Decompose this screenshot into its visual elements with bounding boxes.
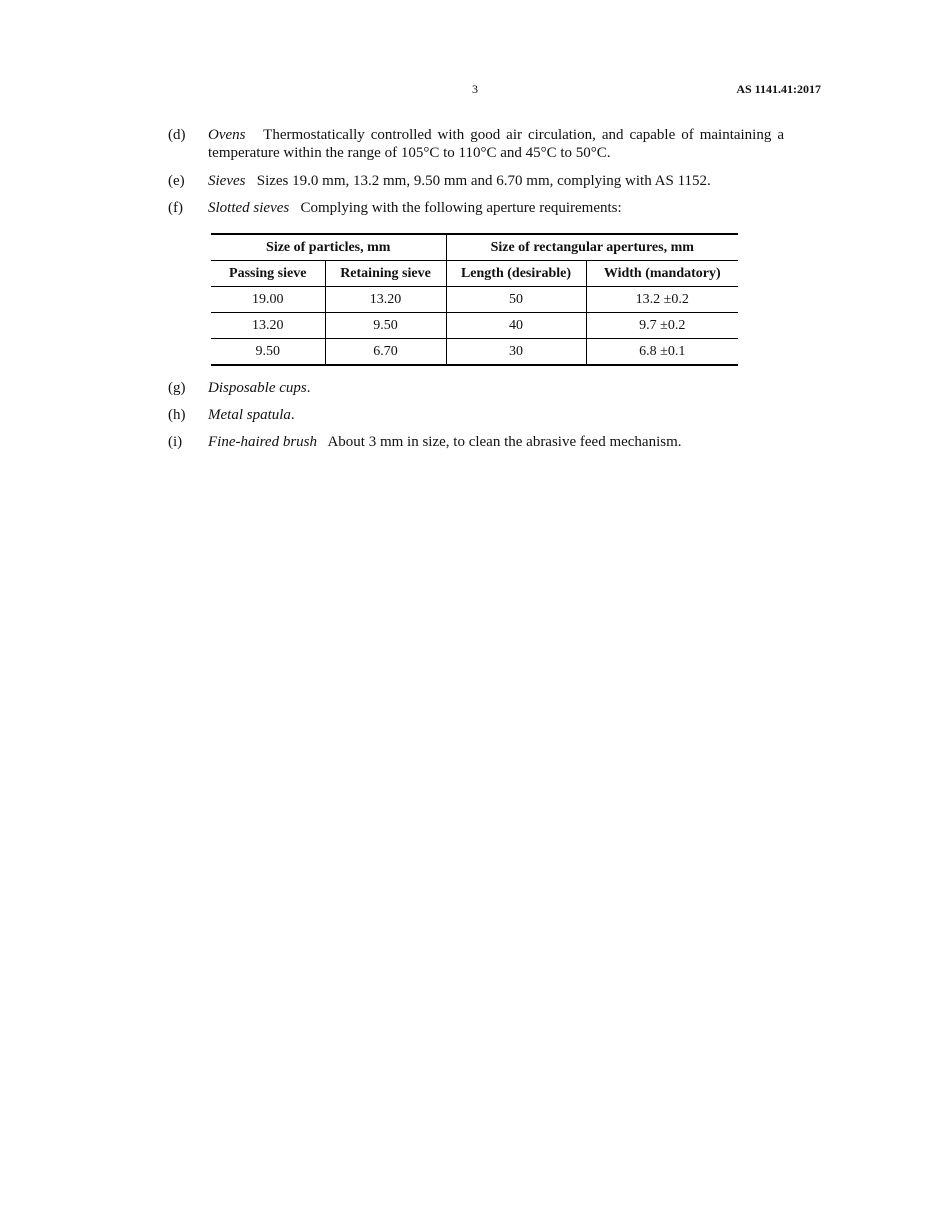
item-term: Disposable cups — [208, 380, 307, 396]
item-body — [208, 172, 784, 190]
table-cell: 19.00 — [211, 287, 325, 313]
item-body — [208, 406, 784, 424]
list-item-f — [168, 199, 784, 217]
list-item-e — [168, 172, 784, 190]
column-header-length: Length (desirable) — [446, 261, 586, 287]
page-number: 3 — [472, 82, 478, 96]
list-item-i — [168, 433, 784, 451]
item-body — [208, 126, 784, 162]
item-term: Sieves — [208, 173, 246, 189]
item-text: About 3 mm in size, to clean the abrasive feed mechanism. — [327, 434, 682, 450]
item-text: Complying with the following aperture requirements: — [300, 200, 622, 216]
table-cell: 13.20 — [325, 287, 446, 313]
table-group-header-row — [211, 234, 738, 261]
column-header-passing-sieve: Passing sieve — [211, 261, 325, 287]
table-column-header-row — [211, 261, 738, 287]
group-header-apertures: Size of rectangular apertures, mm — [446, 234, 738, 261]
table-cell: 9.7 ±0.2 — [586, 313, 738, 339]
document-id: AS 1141.41:2017 — [736, 82, 821, 96]
item-term: Ovens — [208, 127, 246, 143]
item-text: Thermostatically controlled with good air circulation, and capable of maintaining a temperature within the range of 105°C to 110°C and 45°C to 50°C. — [208, 127, 784, 161]
group-header-particles: Size of particles, mm — [211, 234, 446, 261]
item-label: (g) — [168, 380, 186, 396]
table-cell: 30 — [446, 339, 586, 366]
table-cell: 50 — [446, 287, 586, 313]
column-header-width: Width (mandatory) — [586, 261, 738, 287]
aperture-requirements-table — [211, 233, 738, 366]
item-body — [208, 433, 784, 451]
item-body — [208, 199, 784, 217]
table-row — [211, 287, 738, 313]
item-label: (i) — [168, 434, 183, 450]
item-label: (d) — [168, 127, 186, 143]
table-cell: 13.20 — [211, 313, 325, 339]
list-item-d — [168, 126, 784, 162]
table-cell: 9.50 — [211, 339, 325, 366]
column-header-retaining-sieve: Retaining sieve — [325, 261, 446, 287]
item-body — [208, 379, 784, 397]
item-label: (h) — [168, 407, 186, 423]
item-term: Metal spatula — [208, 407, 291, 423]
item-term: Slotted sieves — [208, 200, 290, 216]
table-cell: 6.70 — [325, 339, 446, 366]
list-item-h — [168, 406, 784, 424]
item-text: Sizes 19.0 mm, 13.2 mm, 9.50 mm and 6.70 mm, complying with AS 1152. — [256, 173, 711, 189]
item-text: . — [306, 380, 311, 396]
item-term: Fine-haired brush — [208, 434, 318, 450]
table-row — [211, 339, 738, 366]
table-cell: 40 — [446, 313, 586, 339]
table-cell: 13.2 ±0.2 — [586, 287, 738, 313]
item-label: (e) — [168, 173, 185, 189]
item-text: . — [290, 407, 295, 423]
table-row — [211, 313, 738, 339]
list-item-g — [168, 379, 784, 397]
table-cell: 6.8 ±0.1 — [586, 339, 738, 366]
item-label: (f) — [168, 200, 183, 216]
table-cell: 9.50 — [325, 313, 446, 339]
